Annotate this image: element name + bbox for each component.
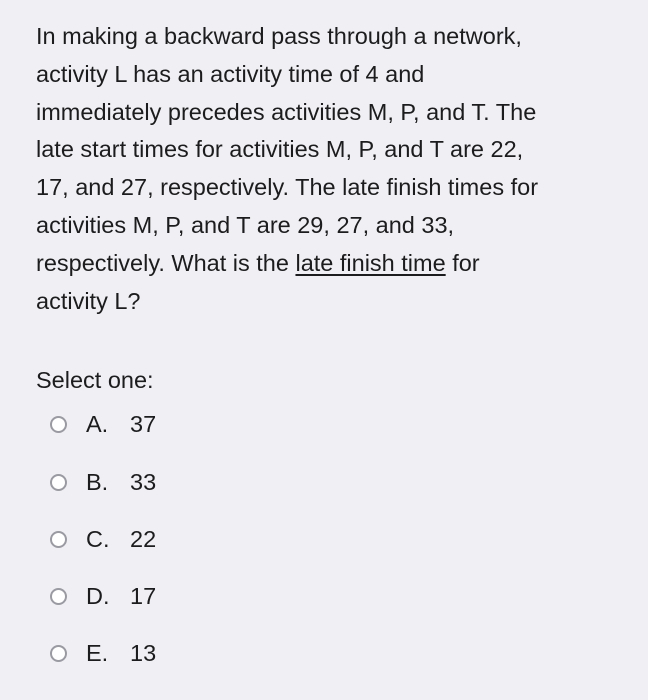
- option-c[interactable]: [50, 521, 156, 557]
- question-line: immediately precedes activities M, P, and T. The: [36, 98, 537, 125]
- radio-button-icon[interactable]: [50, 531, 67, 548]
- radio-button-icon[interactable]: [50, 474, 67, 491]
- answer-options: [50, 0, 450, 700]
- question-line: late start times for activities M, P, and T are 22,: [36, 136, 524, 163]
- option-value: 17: [130, 582, 157, 609]
- option-letter: D.: [86, 582, 110, 609]
- option-value: 33: [130, 468, 157, 495]
- question-line: activity L has an activity time of 4 and: [36, 60, 425, 87]
- option-value: 13: [130, 639, 157, 666]
- option-e[interactable]: [50, 635, 156, 671]
- option-letter: E.: [86, 639, 109, 666]
- option-letter: C.: [86, 525, 110, 552]
- question-line-part: respectively. What is the: [36, 249, 296, 276]
- select-one-label: Select one:: [36, 367, 154, 393]
- question-line: activities M, P, and T are 29, 27, and 33,: [36, 211, 455, 238]
- radio-button-icon[interactable]: [50, 645, 67, 662]
- radio-button-icon[interactable]: [50, 588, 67, 605]
- option-a[interactable]: [50, 406, 156, 442]
- question-line: In making a backward pass through a network,: [36, 23, 522, 49]
- option-letter: B.: [86, 468, 109, 495]
- underlined-term: late finish time: [295, 249, 446, 276]
- question-line: activity L?: [36, 287, 141, 314]
- question-line-part: for: [445, 249, 480, 276]
- option-d[interactable]: [50, 578, 156, 614]
- question-line: 17, and 27, respectively. The late finish times for: [36, 174, 539, 201]
- option-value: 22: [130, 525, 157, 552]
- option-value: 37: [130, 410, 157, 437]
- option-b[interactable]: [50, 464, 156, 500]
- radio-button-icon[interactable]: [50, 416, 67, 433]
- option-letter: A.: [86, 410, 109, 437]
